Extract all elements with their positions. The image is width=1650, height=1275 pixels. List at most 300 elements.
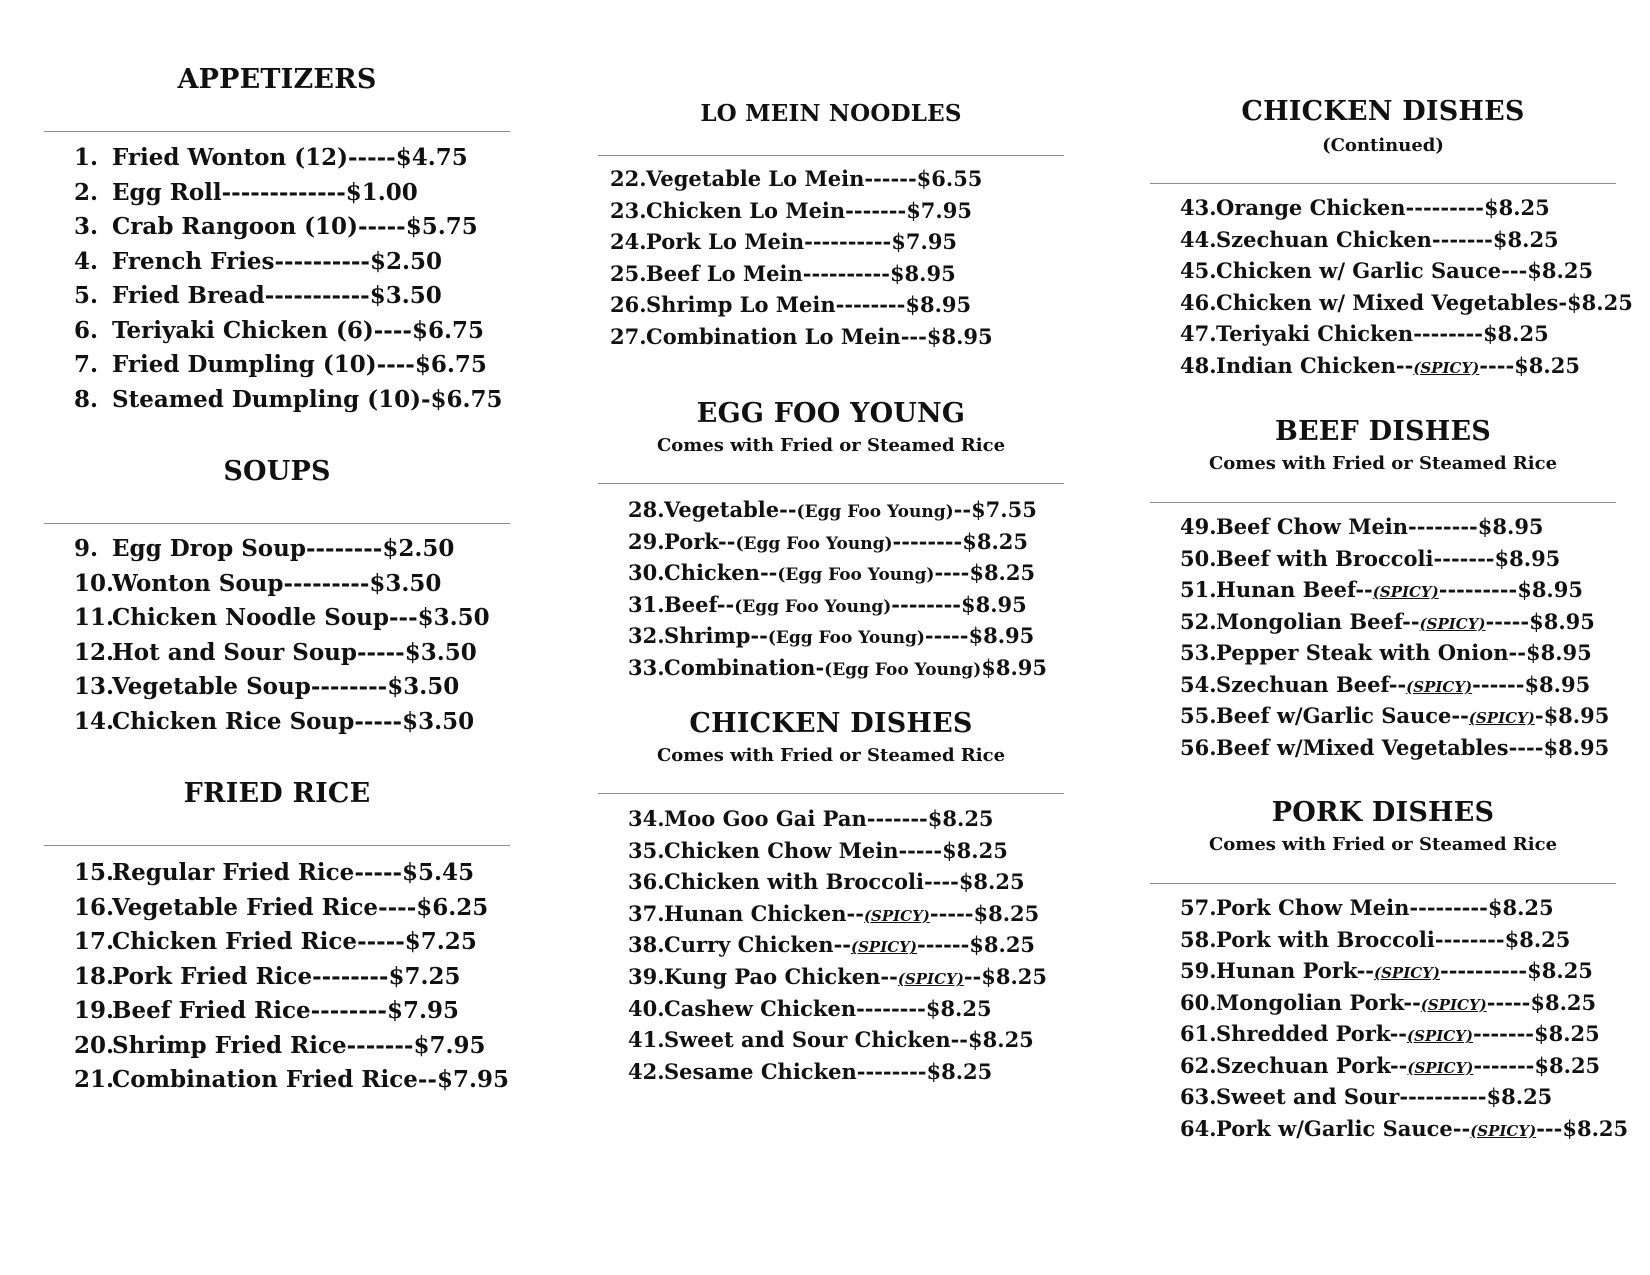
item-price: $8.25 <box>969 932 1036 958</box>
section-title: EGG FOO YOUNG <box>696 398 966 429</box>
item-leader: --------- <box>1405 195 1484 220</box>
item-leader: -- <box>953 497 972 522</box>
item-note: (Egg Foo Young) <box>824 659 982 680</box>
item-name: Sweet and Sour <box>1216 1084 1400 1109</box>
item-name: Beef w/Garlic Sauce <box>1216 703 1452 728</box>
menu-item <box>1180 289 1633 324</box>
item-name: Pork w/Garlic Sauce <box>1216 1115 1453 1141</box>
item-number: 37. <box>628 900 665 926</box>
spicy-label: (SPICY) <box>1413 358 1480 377</box>
item-leader: -- <box>750 623 768 649</box>
item-name: Beef w/Mixed Vegetables <box>1216 734 1509 760</box>
item-number: 8. <box>74 385 99 413</box>
item-price: $8.25 <box>1562 1115 1629 1141</box>
item-name: Teriyaki Chicken (6) <box>112 316 374 344</box>
menu-item <box>628 837 1047 872</box>
chicken-section <box>598 708 1064 766</box>
divider <box>1150 183 1616 184</box>
item-leader: ---- <box>923 869 959 895</box>
divider <box>1150 502 1616 503</box>
item-price: $8.25 <box>969 560 1036 586</box>
item-number: 27. <box>610 323 647 349</box>
item-price: $8.25 <box>1527 958 1593 983</box>
item-price: $5.45 <box>402 859 475 886</box>
item-price: $8.25 <box>1492 226 1559 252</box>
item-leader: -- <box>1403 989 1421 1015</box>
item-price: $3.50 <box>387 673 460 700</box>
item-leader: ----- <box>898 837 943 863</box>
item-name: Hunan Chicken <box>664 900 847 926</box>
pork-section <box>1150 797 1616 855</box>
item-name: Chicken w/ Garlic Sauce <box>1216 258 1502 283</box>
item-name: Chicken with Broccoli <box>664 869 924 895</box>
item-leader: --- <box>900 323 927 349</box>
section-title: SOUPS <box>223 456 331 487</box>
item-price: $8.25 <box>981 963 1048 989</box>
item-leader: -- <box>833 932 851 958</box>
item-number: 55. <box>1180 703 1217 728</box>
item-leader: -- <box>1355 577 1373 602</box>
spicy-label: (SPICY) <box>851 938 917 957</box>
spicy-label: (SPICY) <box>1420 995 1487 1014</box>
item-price: $8.95 <box>889 260 956 286</box>
item-leader: -- <box>1452 1115 1471 1141</box>
menu-item <box>610 197 993 232</box>
item-name: Chicken Lo Mein <box>646 197 846 223</box>
item-leader: ------- <box>1473 1052 1535 1078</box>
lo-mein-list <box>610 168 993 358</box>
item-name: Chicken Fried Rice <box>112 928 358 955</box>
item-number: 41. <box>628 1027 665 1053</box>
item-number: 63. <box>1180 1084 1217 1109</box>
item-leader: ----- <box>357 213 406 240</box>
item-leader: ---- <box>376 351 415 378</box>
item-number: 13. <box>74 673 115 700</box>
item-number: 56. <box>1180 734 1217 760</box>
item-number: 4. <box>74 247 99 275</box>
item-number: 10. <box>74 569 115 597</box>
item-leader: ------- <box>346 1031 414 1059</box>
item-name: Pepper Steak with Onion <box>1216 640 1509 665</box>
item-number: 52. <box>1180 608 1217 634</box>
item-price: $7.95 <box>906 197 972 223</box>
item-number: 12. <box>74 638 115 666</box>
item-price: $4.75 <box>395 144 468 171</box>
item-price: $8.25 <box>1482 321 1549 346</box>
item-name: Pork Lo Mein <box>646 229 805 255</box>
menu-item <box>1180 960 1628 992</box>
item-name: Pork Chow Mein <box>1216 895 1410 920</box>
item-price: $8.25 <box>958 869 1025 895</box>
menu-item <box>628 871 1047 903</box>
item-name: Crab Rangoon (10) <box>112 213 358 240</box>
item-name: Chicken Chow Mein <box>664 837 899 863</box>
item-name: Curry Chicken <box>664 932 834 958</box>
item-number: 32. <box>628 623 665 649</box>
item-price: $8.95 <box>1525 640 1592 665</box>
item-leader: -------- <box>305 535 383 562</box>
section-title: APPETIZERS <box>177 64 377 95</box>
menu-item <box>1180 1023 1628 1055</box>
menu-item <box>74 146 503 181</box>
item-leader: -- <box>759 560 778 586</box>
item-leader: ------- <box>1433 545 1495 571</box>
section-subtitle: Comes with Fried or Steamed Rice <box>656 745 1006 766</box>
item-name: Vegetable Lo Mein <box>646 166 865 191</box>
item-leader: - <box>815 654 825 680</box>
item-number: 5. <box>74 282 99 309</box>
item-leader: ------ <box>916 932 970 958</box>
item-name: Kung Pao Chicken <box>664 963 881 989</box>
fried-rice-section <box>44 778 510 809</box>
item-leader: ----- <box>354 859 403 886</box>
item-leader: ---- <box>373 316 412 344</box>
chicken-continued-section <box>1150 96 1616 156</box>
item-number: 17. <box>74 928 115 955</box>
item-leader: ----- <box>357 928 405 955</box>
item-leader: -- <box>779 497 797 522</box>
item-leader: -------- <box>856 1058 927 1084</box>
item-name: Chicken <box>664 560 760 586</box>
item-price: $7.95 <box>386 997 460 1024</box>
menu-item <box>628 591 1047 626</box>
item-price: $8.25 <box>926 1058 993 1084</box>
item-price: $8.25 <box>925 995 992 1021</box>
item-leader: ---------- <box>1439 958 1528 983</box>
menu-item <box>74 962 509 1000</box>
item-price: $8.25 <box>1534 1052 1601 1078</box>
section-title: BEEF DISHES <box>1275 416 1491 447</box>
item-leader: -------- <box>1413 321 1483 346</box>
pork-list <box>1180 897 1628 1149</box>
item-number: 24. <box>610 229 647 255</box>
menu-item <box>1180 352 1633 387</box>
item-leader: --------- <box>283 569 370 597</box>
egg-foo-young-section <box>598 398 1064 456</box>
item-number: 28. <box>628 497 665 522</box>
item-price: $8.25 <box>1504 926 1571 952</box>
item-name: Mongolian Beef <box>1216 608 1403 634</box>
item-name: Szechuan Chicken <box>1216 226 1432 252</box>
item-price: $8.25 <box>942 837 1008 863</box>
menu-item <box>610 260 993 295</box>
item-number: 61. <box>1180 1021 1217 1046</box>
item-price: $7.95 <box>413 1031 486 1059</box>
item-leader: ------------- <box>221 178 346 206</box>
item-number: 40. <box>628 995 665 1021</box>
item-number: 18. <box>74 962 115 990</box>
item-leader: ---- <box>378 893 417 921</box>
menu-item <box>1180 897 1628 929</box>
menu-item <box>1180 260 1633 292</box>
item-number: 1. <box>74 144 99 171</box>
item-name: Beef Fried Rice <box>112 997 311 1024</box>
item-price: $8.95 <box>1477 514 1544 539</box>
item-number: 42. <box>628 1058 665 1084</box>
item-leader: -- <box>846 900 864 926</box>
item-leader: ---- <box>1479 352 1515 378</box>
item-name: Shredded Pork <box>1216 1021 1390 1046</box>
item-number: 53. <box>1180 640 1217 665</box>
item-leader: ----- <box>1486 989 1531 1015</box>
menu-item <box>1180 226 1633 261</box>
item-leader: ---------- <box>1399 1084 1487 1109</box>
menu-item <box>74 178 503 216</box>
soups-section <box>44 456 510 487</box>
item-number: 23. <box>610 197 647 223</box>
item-number: 59. <box>1180 958 1217 983</box>
beef-section <box>1150 416 1616 474</box>
item-price: $8.25 <box>1527 258 1594 283</box>
menu-item <box>74 215 503 250</box>
section-title: FRIED RICE <box>183 778 371 809</box>
item-price: $8.25 <box>1487 895 1554 920</box>
item-number: 3. <box>74 213 99 240</box>
item-number: 7. <box>74 351 99 378</box>
section-subtitle: (Continued) <box>1322 135 1444 156</box>
menu-item <box>1180 608 1609 643</box>
spicy-label: (SPICY) <box>1372 583 1439 601</box>
item-price: $8.95 <box>926 323 993 349</box>
menu-item <box>628 528 1047 563</box>
item-leader: -- <box>1508 640 1526 665</box>
item-leader: ------- <box>866 806 928 831</box>
item-number: 11. <box>74 604 115 631</box>
item-leader: -------- <box>312 962 389 990</box>
item-name: Hot and Sour Soup <box>112 638 357 666</box>
menu-item <box>628 900 1047 935</box>
item-name: Moo Goo Gai Pan <box>664 806 867 831</box>
item-number: 39. <box>628 963 665 989</box>
item-leader: -------- <box>892 528 963 554</box>
item-leader: -- <box>1451 703 1469 728</box>
item-price: $8.95 <box>1543 703 1610 728</box>
item-name: Sesame Chicken <box>664 1058 857 1084</box>
item-leader: --- <box>1501 258 1528 283</box>
item-note: (Egg Foo Young) <box>796 502 954 522</box>
menu-item <box>628 562 1047 594</box>
item-number: 20. <box>74 1031 115 1059</box>
section-subtitle: Comes with Fried or Steamed Rice <box>1208 453 1558 474</box>
divider <box>1150 883 1616 884</box>
spicy-label: (SPICY) <box>1407 1058 1474 1077</box>
spicy-label: (SPICY) <box>1374 964 1440 982</box>
item-number: 64. <box>1180 1115 1217 1141</box>
item-price: $2.50 <box>382 535 455 562</box>
item-price: $3.50 <box>402 707 475 735</box>
item-name: Combination <box>664 654 816 680</box>
item-price: $8.25 <box>1486 1084 1553 1109</box>
item-name: Combination Fried Rice <box>112 1066 418 1093</box>
item-leader: ------- <box>1473 1021 1535 1046</box>
item-name: Sweet and Sour Chicken <box>664 1027 951 1053</box>
menu-item <box>74 638 490 676</box>
menu-item <box>1180 734 1610 769</box>
item-number: 58. <box>1180 926 1217 952</box>
item-price: $3.50 <box>369 569 442 597</box>
item-leader: --- <box>1536 1115 1563 1141</box>
item-name: Vegetable Soup <box>112 673 311 700</box>
menu-item <box>1180 1115 1629 1150</box>
item-price: $7.25 <box>388 962 461 990</box>
item-note: (Egg Foo Young) <box>734 596 892 617</box>
item-leader: -- <box>1402 608 1420 634</box>
item-price: $5.75 <box>405 213 478 240</box>
item-price: $8.95 <box>968 623 1035 649</box>
fried-rice-list <box>74 861 509 1103</box>
item-name: Indian Chicken <box>1216 352 1396 378</box>
menu-item <box>74 999 509 1034</box>
item-note: (Egg Foo Young) <box>767 628 925 649</box>
menu-item <box>628 625 1047 657</box>
item-leader: ----- <box>356 638 405 666</box>
menu-item <box>74 353 503 388</box>
item-price: $6.75 <box>414 351 487 378</box>
item-price: $8.95 <box>1543 734 1610 760</box>
item-leader: ----- <box>354 707 403 735</box>
item-leader: ----- <box>1485 608 1530 634</box>
beef-list <box>1180 516 1609 768</box>
menu-item <box>610 323 993 358</box>
item-number: 43. <box>1180 195 1217 220</box>
section-title: LO MEIN NOODLES <box>700 100 962 127</box>
section-title: CHICKEN DISHES <box>1241 96 1525 127</box>
item-name: French Fries <box>112 247 275 275</box>
item-leader: -- <box>1389 1052 1408 1078</box>
item-name: Chicken Noodle Soup <box>112 604 389 631</box>
menu-item <box>628 654 1047 689</box>
item-number: 19. <box>74 997 115 1024</box>
item-price: $8.95 <box>1494 545 1561 571</box>
item-price: $8.95 <box>1517 577 1583 602</box>
menu-item <box>1180 545 1609 580</box>
chicken-list <box>628 808 1047 1092</box>
spicy-label: (SPICY) <box>1419 614 1486 633</box>
item-number: 47. <box>1180 321 1217 346</box>
item-leader: ---------- <box>804 229 892 255</box>
item-price: $6.75 <box>411 316 484 344</box>
item-leader: - <box>1558 289 1568 315</box>
item-leader: ------- <box>845 197 907 223</box>
item-price: $8.95 <box>961 591 1027 617</box>
item-name: Hunan Beef <box>1216 577 1356 602</box>
spicy-label: (SPICY) <box>1407 1027 1473 1045</box>
menu-item <box>74 893 509 931</box>
item-leader: --- <box>389 604 418 631</box>
item-price: $8.25 <box>927 806 994 831</box>
item-number: 16. <box>74 893 115 921</box>
item-number: 45. <box>1180 258 1217 283</box>
menu-item <box>74 316 503 354</box>
item-number: 29. <box>628 528 665 554</box>
menu-item <box>74 537 490 572</box>
item-name: Szechuan Pork <box>1216 1052 1390 1078</box>
section-subtitle: Comes with Fried or Steamed Rice <box>1208 834 1558 855</box>
divider <box>598 155 1064 156</box>
menu-item <box>74 1031 509 1069</box>
menu-item <box>1180 705 1609 737</box>
section-title: PORK DISHES <box>1271 797 1495 828</box>
item-price: $8.25 <box>968 1027 1034 1053</box>
item-leader: --------- <box>1438 577 1518 602</box>
item-name: Fried Wonton (12) <box>112 144 348 171</box>
item-name: Teriyaki Chicken <box>1216 321 1414 346</box>
item-price: $8.95 <box>1529 608 1595 634</box>
item-leader: -- <box>880 963 898 989</box>
item-price: $8.25 <box>1567 289 1633 315</box>
item-leader: -------- <box>1408 514 1478 539</box>
item-name: Egg Roll <box>112 178 222 206</box>
item-number: 31. <box>628 591 665 617</box>
appetizers-list <box>74 146 503 422</box>
menu-item <box>1180 197 1633 229</box>
spicy-label: (SPICY) <box>1470 1121 1537 1140</box>
item-leader: -- <box>716 591 735 617</box>
item-number: 2. <box>74 178 99 206</box>
menu-item <box>74 606 490 641</box>
item-number: 49. <box>1180 514 1217 539</box>
spicy-label: (SPICY) <box>897 969 964 988</box>
egg-foo-young-list <box>628 499 1047 689</box>
menu-item <box>1180 989 1628 1024</box>
item-name: Beef with Broccoli <box>1216 545 1434 571</box>
item-leader: ------ <box>1472 671 1525 697</box>
item-number: 21. <box>74 1066 115 1093</box>
item-price: $3.50 <box>404 638 477 666</box>
item-price: $7.25 <box>404 928 477 955</box>
item-number: 6. <box>74 316 99 344</box>
item-name: Regular Fried Rice <box>112 859 355 886</box>
item-price: $8.25 <box>962 528 1029 554</box>
item-number: 62. <box>1180 1052 1217 1078</box>
item-name: Combination Lo Mein <box>646 323 901 349</box>
spicy-label: (SPICY) <box>1468 709 1535 727</box>
item-name: Beef <box>664 591 717 617</box>
item-name: Hunan Pork <box>1216 958 1357 983</box>
menu-item <box>610 168 993 200</box>
item-leader: -- <box>417 1066 437 1093</box>
item-leader: --------- <box>1409 895 1488 920</box>
item-number: 26. <box>610 292 647 318</box>
item-number: 51. <box>1180 577 1217 602</box>
item-name: Pork <box>664 528 718 554</box>
item-leader: ---------- <box>802 260 890 286</box>
item-number: 34. <box>628 806 665 831</box>
menu-item <box>1180 671 1609 706</box>
item-name: Fried Dumpling (10) <box>112 351 377 378</box>
menu-item <box>628 1058 1047 1093</box>
appetizers-section <box>44 64 510 95</box>
item-leader: -------- <box>856 995 926 1021</box>
item-price: $2.50 <box>369 247 442 275</box>
item-price: $7.55 <box>971 497 1037 522</box>
item-price: $6.75 <box>430 385 503 413</box>
item-leader: -------- <box>310 997 387 1024</box>
item-leader: ---- <box>1508 734 1544 760</box>
item-number: 54. <box>1180 671 1217 697</box>
menu-item <box>1180 1052 1628 1087</box>
menu-item <box>74 707 490 745</box>
menu-item <box>74 930 509 965</box>
item-leader: ---- <box>934 560 970 586</box>
item-price: $8.25 <box>973 900 1040 926</box>
item-leader: -- <box>1356 958 1374 983</box>
item-price: $3.50 <box>369 282 442 309</box>
item-name: Chicken Rice Soup <box>112 707 355 735</box>
chicken-continued-list <box>1180 197 1633 386</box>
item-number: 9. <box>74 535 99 562</box>
spicy-label: (SPICY) <box>1406 677 1473 696</box>
